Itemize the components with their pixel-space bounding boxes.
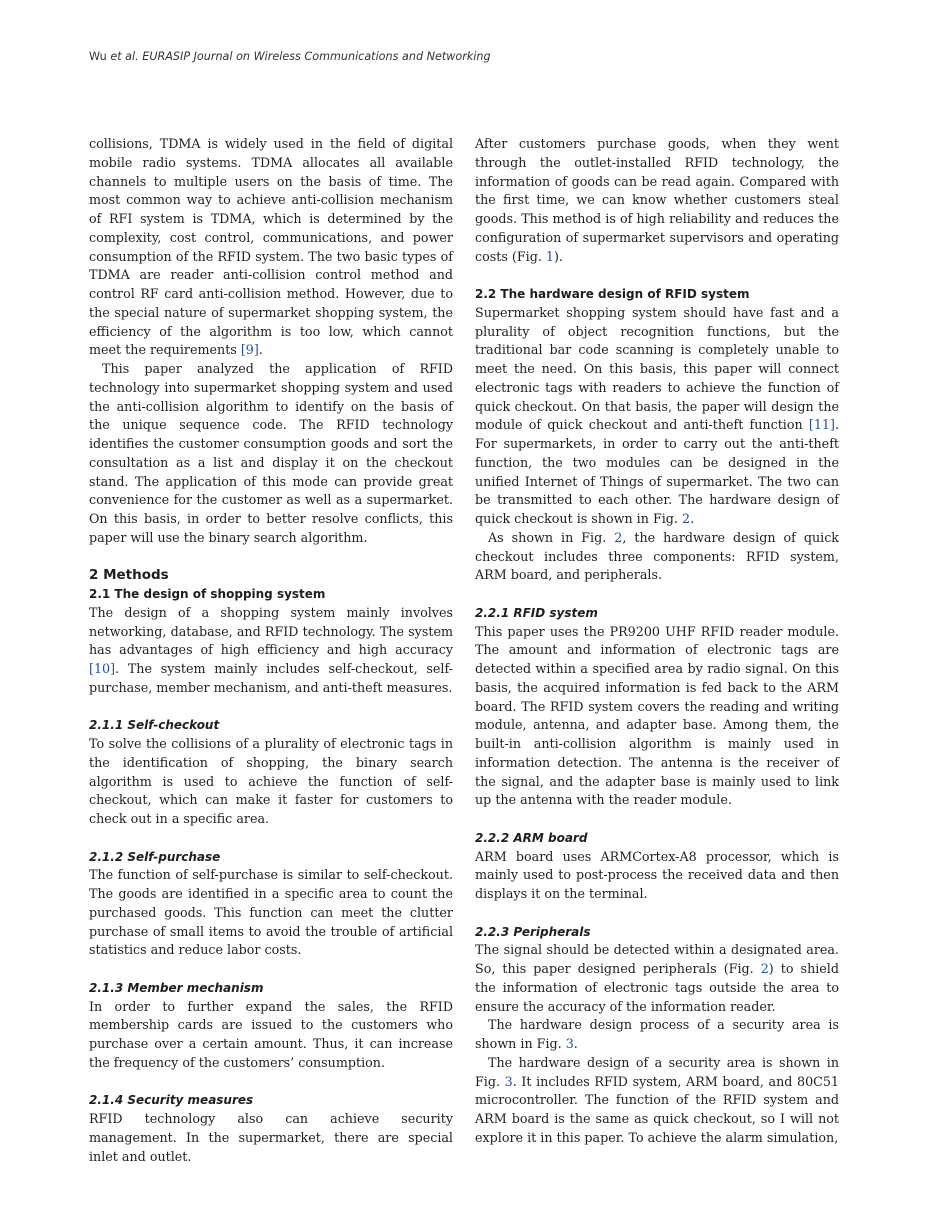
citation-link[interactable]: [9] — [240, 342, 259, 358]
paragraph: To solve the collisions of a plurality of electronic tags in the identification of shopping, the binary search algorithm is used to achieve the function of self-checkout, which can make it faster for customers to check out in a specific area. — [89, 736, 453, 826]
left-column — [89, 135, 453, 1166]
paragraph: In order to further expand the sales, the RFID membership cards are issued to the customers who purchase over a certain amount. Thus, it can increase the frequency of the customers’ consumption. — [89, 998, 453, 1070]
subsubsection-heading: 2.2.2 ARM board — [475, 830, 588, 845]
paragraph: collisions, TDMA is widely used in the field of digital mobile radio systems. TDMA allocates all available channels to multiple users on the basis of time. The most common way to achieve anti-collision mechanism of RFI system is TDMA, which is determined by the complexity, cost control, communications, and power consumption of the RFID system. The two basic types of TDMA are reader anti-collision control method and control RF card anti-collision method. However, due to the special nature of supermarket shopping system, the efficiency of the algorithm is too low, which cannot meet the requirements [9]. — [89, 136, 453, 358]
subsubsection-heading: 2.1.3 Member mechanism — [89, 980, 264, 995]
paragraph: As shown in Fig. 2, the hardware design of quick checkout includes three components: RFID system, ARM board, and peripherals. — [475, 529, 839, 583]
running-head — [89, 50, 491, 63]
citation-link[interactable]: [10] — [89, 661, 116, 676]
figure-link[interactable]: 2 — [682, 511, 691, 526]
subsubsection-heading: 2.1.4 Security measures — [89, 1093, 254, 1108]
figure-link[interactable]: 3 — [565, 1036, 574, 1051]
paragraph: The design of a shopping system mainly involves networking, database, and RFID technology. The system has advantages of high efficiency and high accuracy [10]. The system mainly includes self-checkout, self-purchase, member mechanism, and anti-theft measures. — [89, 604, 453, 695]
subsubsection-heading: 2.2.1 RFID system — [475, 605, 598, 620]
paragraph: The hardware design process of a security area is shown in Fig. 3. — [475, 1017, 839, 1051]
paragraph: After customers purchase goods, when they went through the outlet-installed RFID technology, the information of goods can be read again. Compared with the first time, we can know whether customers steal goods. This method is of high reliability and reduces the configuration of supermarket supervisors and operating costs (Fig. 1). — [475, 136, 839, 264]
subsection-heading: 2.2 The hardware design of RFID system — [475, 287, 750, 301]
figure-link[interactable]: 2 — [760, 961, 769, 976]
citation-link[interactable]: [11] — [808, 417, 835, 433]
paragraph: The function of self-purchase is similar to self-checkout. The goods are identified in a specific area to count the purchased goods. This function can meet the clutter purchase of small items to avoid the trouble of artificial statistics and reduce labor costs. — [89, 867, 453, 958]
subsubsection-heading: 2.1.2 Self-purchase — [89, 849, 221, 864]
paragraph: RFID technology also can achieve security management. In the supermarket, there are special inlet and outlet. — [89, 1111, 453, 1164]
paragraph: Supermarket shopping system should have fast and a plurality of object recognition functions, but the traditional bar code scanning is completely unable to meet the need. On this basis, this paper will connect electronic tags with readers to achieve the function of quick checkout. On that basis, the paper will design the module of quick checkout and anti-theft function [11]. For supermarkets, in order to carry out the anti-theft function, the two modules can be designed in the unified Internet of Things of supermarket. The two can be transmitted to each other. The hardware design of quick checkout is shown in Fig. 2. — [475, 304, 839, 526]
right-column — [475, 135, 839, 1148]
paragraph: The signal should be detected within a designated area. So, this paper designed peripherals (Fig. 2) to shield the information of electronic tags outside the area to ensure the accuracy of the information reader. — [475, 942, 839, 1014]
paragraph: ARM board uses ARMCortex-A8 processor, which is mainly used to post-process the received data and then displays it on the terminal. — [475, 848, 839, 901]
running-head-journal: EURASIP Journal on Wireless Communications and Networking — [142, 50, 491, 63]
running-head-authors: Wu — [89, 50, 107, 63]
paragraph: This paper analyzed the application of RFID technology into supermarket shopping system and used the anti-collision algorithm to identify on the basis of the unique sequence code. The RFID technology identifies the customer consumption goods and sort the consultation as a list and display it on the checkout stand. The application of this mode can provide great convenience for the customer as well as a supermarket. On this basis, in order to better resolve conflicts, this paper will use the binary search algorithm. — [89, 361, 453, 545]
subsubsection-heading: 2.2.3 Peripherals — [475, 924, 591, 939]
paragraph: The hardware design of a security area is shown in Fig. 3. It includes RFID system, ARM board, and 80C51 microcontroller. The function of the RFID system and ARM board is the same as quick checkout, so I will not explore it in this paper. To achieve the alarm simulation, — [475, 1054, 839, 1145]
running-head-etal: et al. — [110, 50, 139, 63]
section-heading-methods: 2 Methods — [89, 567, 169, 584]
paragraph: This paper uses the PR9200 UHF RFID reader module. The amount and information of electronic tags are detected within a specified area by radio signal. On this basis, the acquired information is fed back to the ARM board. The RFID system covers the reading and writing module, antenna, and adapter base. Among them, the built-in anti-collision algorithm is mainly used in information detection. The antenna is the receiver of the signal, and the adapter base is mainly used to link up the antenna with the reader module. — [475, 623, 839, 808]
figure-link[interactable]: 3 — [504, 1073, 513, 1089]
subsection-heading: 2.1 The design of shopping system — [89, 587, 326, 601]
figure-link[interactable]: 2 — [614, 529, 623, 545]
figure-link[interactable]: 1 — [545, 248, 554, 264]
subsubsection-heading: 2.1.1 Self-checkout — [89, 718, 220, 733]
